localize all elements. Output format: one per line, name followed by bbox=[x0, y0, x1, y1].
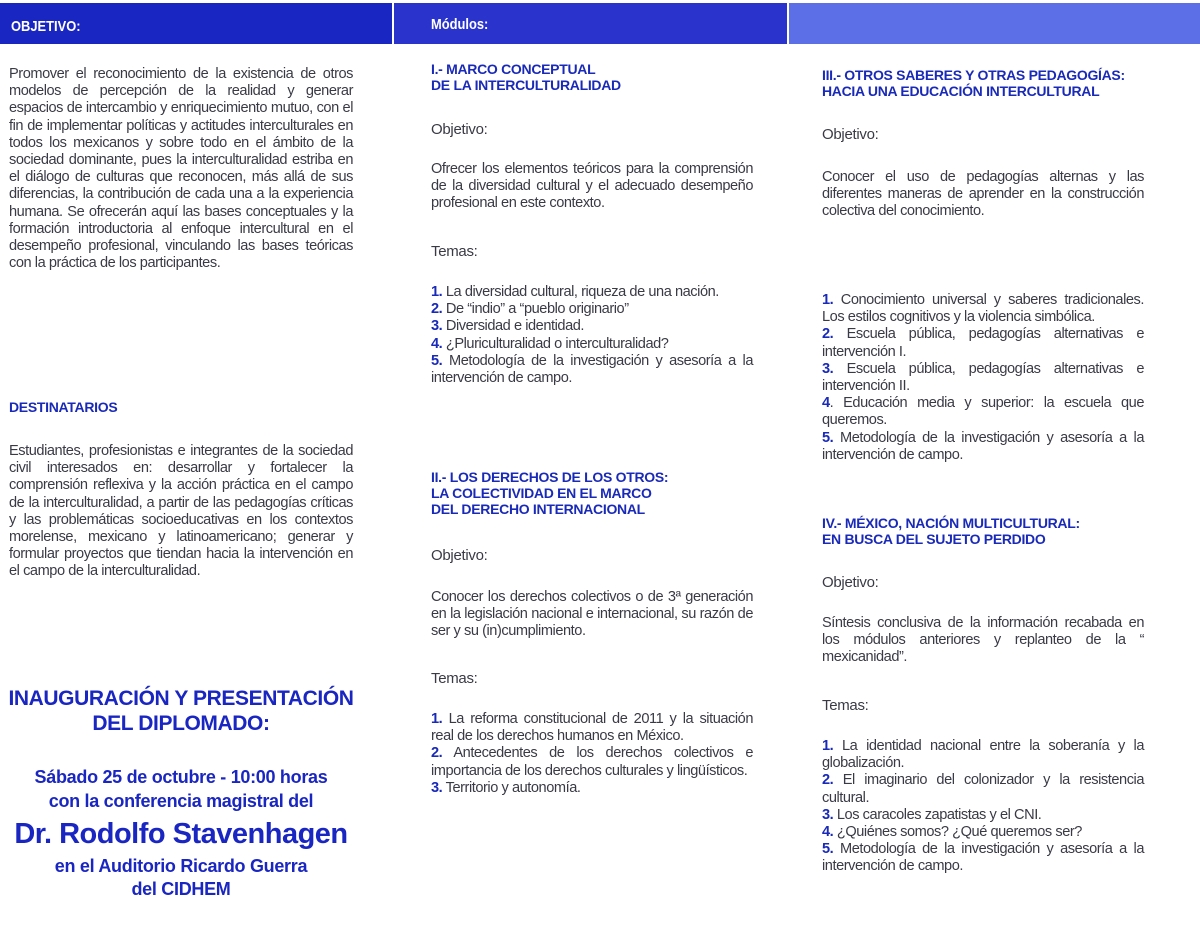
list-item: 4. ¿Quiénes somos? ¿Qué queremos ser? bbox=[822, 824, 1082, 841]
module-2-title bbox=[431, 469, 668, 517]
module-3-title-line-2: HACIA UNA EDUCACIÓN INTERCULTURAL bbox=[822, 83, 1100, 99]
module-4-topics-label: Temas: bbox=[822, 697, 869, 714]
list-item: 4. ¿Pluriculturalidad o interculturalidad? bbox=[431, 335, 669, 352]
module-4-objective-text: Síntesis conclusiva de la información recabada en los módulos anteriores y replanteo de la “ mexicanidad”. bbox=[822, 615, 1144, 666]
module-4-title bbox=[822, 515, 1080, 547]
list-item: 3. Diversidad e identidad. bbox=[431, 318, 585, 335]
module-1-title bbox=[431, 61, 621, 93]
module-1-title-line-1: I.- MARCO CONCEPTUAL bbox=[431, 61, 596, 77]
venue bbox=[0, 855, 362, 901]
module-1-objective-text: Ofrecer los elementos teóricos para la comprensión de la diversidad cultural y el adecuado desempeño profesional en este contexto. bbox=[431, 161, 753, 212]
module-2-title-line-2: LA COLECTIVIDAD EN EL MARCO bbox=[431, 485, 652, 501]
list-item: 1. La diversidad cultural, riqueza de una nación. bbox=[431, 284, 719, 300]
module-2-objective-label: Objetivo: bbox=[431, 547, 488, 564]
list-item: 1. Conocimiento universal y saberes tradicionales. Los estilos cognitivos y la violencia simbólica. bbox=[822, 292, 1145, 326]
module-2-topics-label: Temas: bbox=[431, 670, 478, 687]
module-4-title-line-2: EN BUSCA DEL SUJETO PERDIDO bbox=[822, 531, 1046, 547]
inauguration-line-2: DEL DIPLOMADO: bbox=[92, 712, 270, 735]
objective-header-bar bbox=[0, 3, 392, 44]
module-2-title-line-3: DEL DERECHO INTERNACIONAL bbox=[431, 501, 645, 517]
module-4-topics bbox=[822, 738, 1144, 876]
module-3-title-line-1: III.- OTROS SABERES Y OTRAS PEDAGOGÍAS: bbox=[822, 67, 1125, 83]
module-2-title-line-1: II.- LOS DERECHOS DE LOS OTROS: bbox=[431, 469, 669, 485]
module-3-objective-label: Objetivo: bbox=[822, 126, 879, 143]
module-3-title bbox=[822, 67, 1125, 99]
list-item: 3. Escuela pública, pedagogías alternativas e intervención II. bbox=[822, 360, 1144, 395]
module-4-objective-label: Objetivo: bbox=[822, 574, 879, 591]
venue-line-2: del CIDHEM bbox=[131, 879, 231, 899]
speaker-name: Dr. Rodolfo Stavenhagen bbox=[14, 818, 348, 850]
event-date: Sábado 25 de octubre - 10:00 horas bbox=[34, 767, 328, 787]
list-item: 3. Los caracoles zapatistas y el CNI. bbox=[822, 806, 1042, 823]
module-1-topics bbox=[431, 284, 753, 387]
objective-text: Promover el reconocimiento de la existencia de otros modelos de percepción de la realidad y generar espacios de intercambio y enriquecimiento mutuo, con el fin de implementar políticas y actitudes interculturales en todos los mexicanos y sobre todo en el ámbito de la sociedad dominante, pues la interculturalidad estriba en el diálogo de culturas que reconocen, más allá de sus diferencias, la contribución de cada una a la experiencia humana. Se ofrecerán aquí las bases conceptuales y la formación introductoria al enfoque intercultural en el desempeño profesional, vinculando las bases teóricas con la práctica de los participantes. bbox=[9, 66, 353, 272]
module-3-objective-text: Conocer el uso de pedagogías alternas y las diferentes maneras de aprender en la construcción colectiva del conocimiento. bbox=[822, 169, 1144, 220]
venue-line-1: en el Auditorio Ricardo Guerra bbox=[54, 856, 308, 876]
module-4-title-line-1: IV.- MÉXICO, NACIÓN MULTICULTURAL: bbox=[822, 515, 1080, 531]
module-1-title-line-2: DE LA INTERCULTURALIDAD bbox=[431, 77, 621, 93]
list-item: 1. La identidad nacional entre la soberanía y la globalización. bbox=[822, 738, 1145, 772]
module-1-topics-label: Temas: bbox=[431, 243, 478, 260]
module-2-objective-text: Conocer los derechos colectivos o de 3ª generación en la legislación nacional e internacional, su razón de ser y su (in)cumplimiento. bbox=[431, 589, 753, 640]
module-3-topics bbox=[822, 292, 1144, 464]
list-item: 3. Territorio y autonomía. bbox=[431, 779, 581, 796]
inauguration-title bbox=[0, 686, 362, 736]
conference-line: con la conferencia magistral del bbox=[48, 791, 314, 811]
list-item: 5. Metodología de la investigación y asesoría a la intervención de campo. bbox=[822, 429, 1145, 463]
list-item: 5. Metodología de la investigación y asesoría a la intervención de campo. bbox=[822, 841, 1145, 875]
recipients-title: DESTINATARIOS bbox=[9, 399, 118, 415]
inauguration-line-1: INAUGURACIÓN Y PRESENTACIÓN bbox=[8, 687, 354, 710]
module-2-topics bbox=[431, 711, 753, 797]
modules-header-label: Módulos: bbox=[431, 16, 489, 33]
list-item: 2. El imaginario del colonizador y la resistencia cultural. bbox=[822, 772, 1145, 806]
modules-header-bar bbox=[394, 3, 787, 44]
list-item: 2. Antecedentes de los derechos colectivos e importancia de los derechos culturales y lingüísticos. bbox=[431, 745, 753, 779]
objective-header-label: OBJETIVO: bbox=[11, 18, 81, 35]
list-item: 1. La reforma constitucional de 2011 y la situación real de los derechos humanos en México. bbox=[431, 711, 753, 745]
left-column bbox=[9, 66, 353, 272]
list-item: 4. Educación media y superior: la escuela que queremos. bbox=[822, 395, 1144, 429]
module-1-objective-label: Objetivo: bbox=[431, 121, 488, 138]
list-item: 5. Metodología de la investigación y asesoría a la intervención de campo. bbox=[431, 352, 754, 387]
event-details bbox=[0, 765, 362, 813]
list-item: 2. De “indio” a “pueblo originario” bbox=[431, 301, 629, 318]
recipients-text: Estudiantes, profesionistas e integrantes de la sociedad civil interesados en: desarrollar y fortalecer la comprensión reflexiva y la acción práctica en el campo de la interculturalidad, a partir de las pedagogías críticas y las problemáticas socioeducativas en los contextos morelense, mexicano y latinoamericano; generar y formular proyectos que tiendan hacia la intervención en el campo de la interculturalidad. bbox=[9, 443, 353, 580]
right-header-bar bbox=[789, 3, 1200, 44]
list-item: 2. Escuela pública, pedagogías alternativas e intervención I. bbox=[822, 326, 1144, 360]
